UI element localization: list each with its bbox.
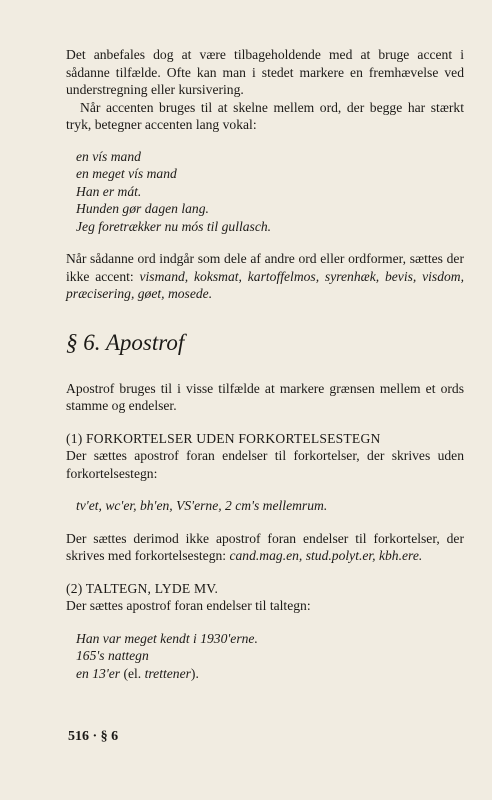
paragraph-accent-long-vowel: Når accenten bruges til at skelne mellem ord, der begge har stærkt tryk, betegner accenten lang vokal: [66, 99, 464, 132]
example-line: en 13'er (el. trettener). [76, 665, 199, 681]
example-line: 165's nattegn [76, 648, 149, 663]
example-list-numerals [76, 630, 464, 683]
example-line: en vís mand [76, 148, 141, 164]
paragraph-accent-caution: Det anbefales dog at være tilbageholdende med at bruge accent i sådanne tilfælde. Ofte kan man i stedet markere en fremhævelse ved understregning eller kursivering. [66, 47, 464, 97]
example-line: Jeg foretrækker nu mós til gullasch. [76, 218, 272, 234]
example-line: en meget vís mand [76, 166, 177, 181]
example-list-accent [76, 148, 464, 236]
page-footer: 516 · § 6 [68, 729, 119, 744]
example-line: Han var meget kendt i 1930'erne. [76, 630, 258, 646]
paragraph-apostrof-intro: Apostrof bruges til i visse tilfælde at markere grænsen mellem et ords stamme og endelser. [66, 380, 464, 413]
page-body [66, 46, 464, 682]
dotted-abbreviation-examples: cand.mag.en, stud.polyt.er, kbh.ere. [229, 548, 423, 563]
paragraph-abbreviations: Der sættes apostrof foran endelser til forkortelser, der skrives uden forkortelsestegn: [66, 448, 464, 481]
example-line: Hunden gør dagen lang. [76, 201, 209, 216]
section-heading: § 6. Apostrof [66, 329, 185, 355]
example-line: tv'et, wc'er, bh'en, VS'erne, 2 cm's mellemrum. [76, 498, 328, 513]
paragraph-compound-no-accent: Når sådanne ord indgår som dele af andre ord eller ordformer, sættes der ikke accent: vismand, koksmat, kartoffelmos, syrenhæk, bevis, visdom, præcisering, gøet, mosede. [66, 251, 464, 301]
subsection-title-abbreviations: (1) FORKORTELSER UDEN FORKORTELSESTEGN [66, 430, 381, 446]
subsection-title-numerals: (2) TALTEGN, LYDE MV. [66, 580, 219, 596]
compound-examples: vismand, koksmat, kartoffelmos, syrenhæk, bevis, visdom, præcisering, gøet, mosede. [66, 268, 464, 301]
paragraph-abbreviations-with-dot: Der sættes derimod ikke apostrof foran endelser til forkortelser, der skrives med forkortelsestegn: cand.mag.en, stud.polyt.er, kbh.ere. [66, 530, 464, 563]
example-line: Han er mát. [76, 183, 142, 199]
example-list-abbreviations [76, 497, 464, 515]
paragraph-numerals: Der sættes apostrof foran endelser til taltegn: [66, 598, 311, 613]
